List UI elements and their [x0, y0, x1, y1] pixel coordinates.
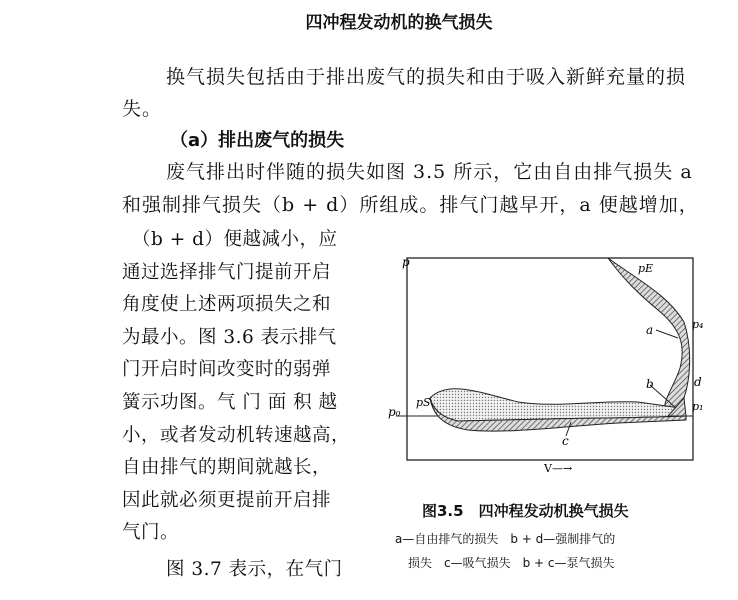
figure-legend-line-2: 损失 c—吸气损失 b + c—泵气损失: [408, 556, 615, 570]
column-line: 为最小。图 3.6 表示排气: [122, 326, 337, 348]
figure-caption: 图3.5 四冲程发动机换气损失: [422, 502, 629, 520]
column-line: 通过选择排气门提前开启: [122, 261, 332, 283]
text-column: [122, 224, 362, 587]
column-line: 角度使上述两项损失之和: [122, 294, 332, 316]
pS-label: pS: [416, 396, 431, 409]
p1-label: p₁: [692, 400, 704, 413]
loss-region-b: [430, 389, 686, 421]
column-line: 气门。: [122, 522, 180, 544]
subsection-heading: （a）排出废气的损失: [170, 130, 345, 151]
c-label: c: [562, 434, 569, 448]
column-line: 自由排气的期间就越长，: [122, 457, 332, 479]
column-line: 簧示功图。气 门 面 积 越: [122, 391, 338, 413]
p0-label: p₀: [388, 405, 401, 419]
intro-line-1: 换气损失包括由于排出废气的损失和由于吸入新鲜充量的损: [166, 66, 687, 88]
y-axis-label: p: [402, 255, 410, 269]
column-line: 因此就必须更提前开启排: [122, 489, 332, 511]
a-label: a: [646, 323, 654, 337]
b-label: b: [646, 377, 654, 391]
figure-legend-line-1: a—自由排气的损失 b + d—强制排气的: [395, 532, 616, 546]
d-label: d: [694, 375, 702, 389]
a-leader: [656, 330, 678, 338]
column-line: （b + d）便越减小，应: [132, 229, 338, 250]
p4-label: p₄: [692, 318, 704, 331]
para2-line-2: 和强制排气损失（b + d）所组成。排气门越早开，a 便越增加，: [122, 194, 699, 216]
column-line: 门开启时间改变时的弱弹: [122, 359, 332, 381]
column-line: 小，或者发动机转速越高，: [122, 424, 351, 446]
loss-region-a: [608, 258, 690, 416]
section-title: 四冲程发动机的换气损失: [305, 13, 493, 33]
column-line: 图 3.7 表示，在气门: [166, 558, 343, 580]
x-axis-label: V—→: [544, 462, 573, 475]
para2-line-1: 废气排出时伴随的损失如图 3.5 所示，它由自由排气损失 a: [166, 161, 693, 183]
intro-line-2: 失。: [122, 98, 163, 120]
figure-3-5-diagram: [388, 240, 728, 480]
pE-label: pE: [638, 262, 654, 275]
